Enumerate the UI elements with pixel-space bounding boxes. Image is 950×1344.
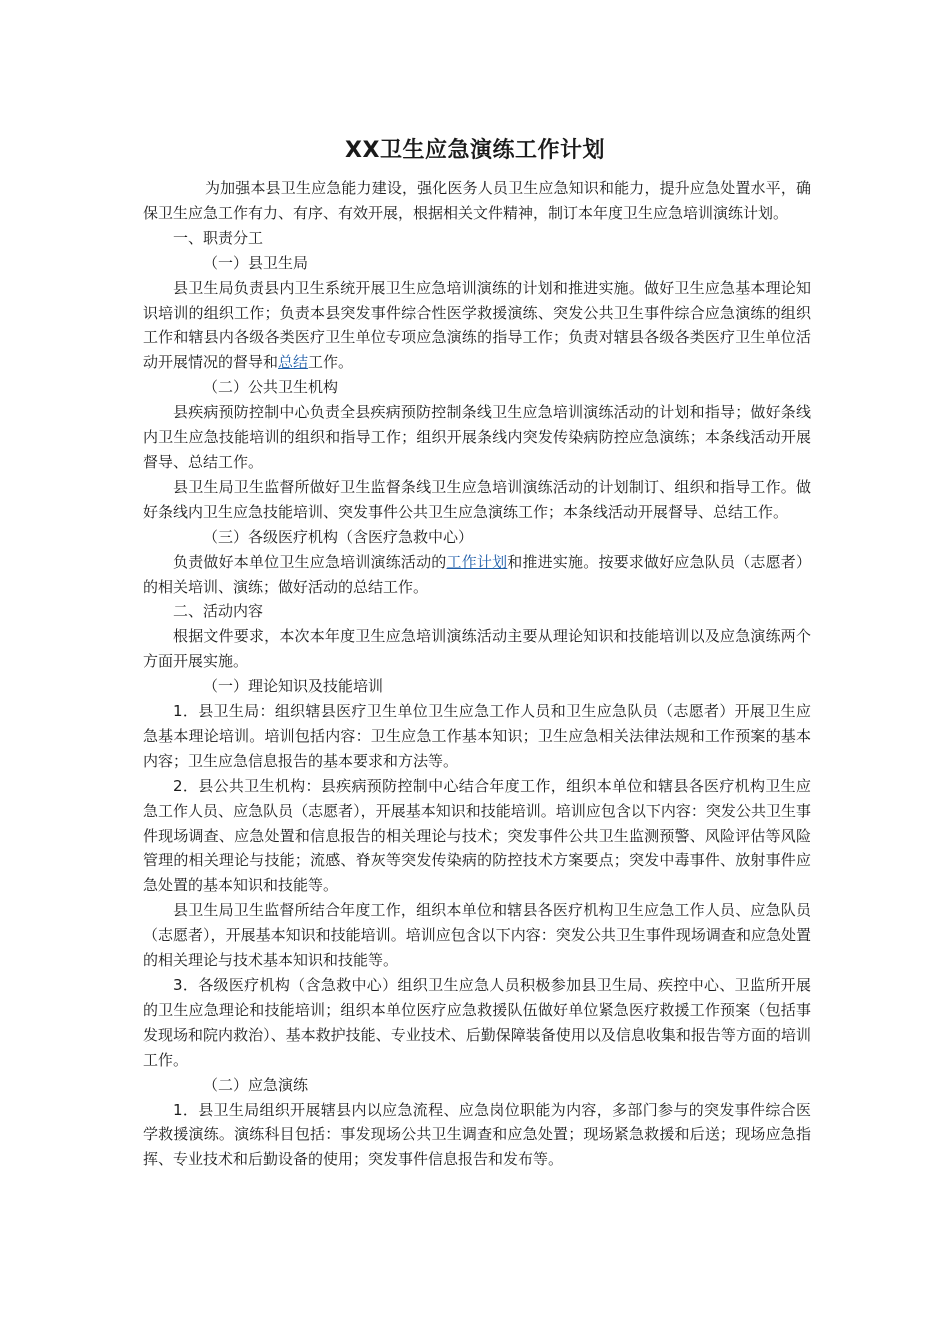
paragraph-training-1: 1．县卫生局：组织辖县医疗卫生单位卫生应急工作人员和卫生应急队员（志愿者）开展卫生应急基本理论培训。培训包括内容：卫生应急工作基本知识；卫生应急相关法律法规和工作预案的基本内容；卫生应急信息报告的基本要求和方法等。	[143, 702, 811, 770]
text-segment: 县卫生局负责县内卫生系统开展卫生应急培训演练的计划和推进实施。做好卫生应急基本理论知识培训的组织工作；负责本县突发事件综合性医学救援演练、突发公共卫生事件综合应急演练的组织工作和辖县内各级各类医疗卫生单位专项应急演练的指导工作；负责对辖县各级各类医疗卫生单位活动开展情况的督导和	[143, 278, 811, 372]
paragraph-training-2: 2．县公共卫生机构：县疾病预防控制中心结合年度工作，组织本单位和辖县各医疗机构卫生应急工作人员、应急队员（志愿者），开展基本知识和技能培训。培训应包含以下内容：突发公共卫生事件现场调查、应急处置和信息报告的相关理论与技术；突发事件公共卫生监测预警、风险评估等风险管理的相关理论与技能；流感、脊灰等突发传染病的防控技术方案要点；突发中毒事件、放射事件应急处置的基本知识和技能等。	[143, 776, 811, 895]
subheading-public-health-institutions: （二）公共卫生机构	[203, 378, 339, 397]
section-heading-responsibilities: 一、职责分工	[173, 228, 264, 247]
section-heading-activities: 二、活动内容	[173, 602, 264, 621]
paragraph-medical-institutions	[143, 550, 811, 600]
text-segment: 工作。	[308, 353, 354, 372]
paragraph-county-health-bureau	[143, 276, 811, 376]
paragraph-training-supervision: 县卫生局卫生监督所结合年度工作，组织本单位和辖县各医疗机构卫生应急工作人员、应急队员（志愿者），开展基本知识和技能培训。培训应包含以下内容：突发公共卫生事件现场调查和应急处置的相关理论与技术基本知识和技能等。	[143, 901, 811, 970]
work-plan-link[interactable]: 工作计划	[446, 552, 508, 571]
intro-paragraph: 为加强本县卫生应急能力建设，强化医务人员卫生应急知识和能力，提升应急处置水平，确保卫生应急工作有力、有序、有效开展，根据相关文件精神，制订本年度卫生应急培训演练计划。	[143, 179, 811, 222]
subheading-drills: （二）应急演练	[203, 1075, 309, 1094]
text-segment: 负责做好本单位卫生应急培训演练活动的	[173, 552, 447, 571]
subheading-training: （一）理论知识及技能培训	[203, 677, 384, 696]
summary-link[interactable]: 总结	[278, 353, 309, 372]
paragraph-activities-overview: 根据文件要求，本次本年度卫生应急培训演练活动主要从理论知识和技能培训以及应急演练两个方面开展实施。	[143, 627, 811, 671]
document-title: XX卫生应急演练工作计划	[345, 138, 605, 163]
paragraph-training-3: 3．各级医疗机构（含急救中心）组织卫生应急人员积极参加县卫生局、疾控中心、卫监所开展的卫生应急理论和技能培训；组织本单位医疗应急救援队伍做好单位紧急医疗救援工作预案（包括事发现场和院内救治）、基本救护技能、专业技术、后勤保障装备使用以及信息收集和报告等方面的培训工作。	[143, 976, 811, 1069]
subheading-medical-institutions: （三）各级医疗机构（含医疗急救中心）	[203, 527, 474, 546]
paragraph-cdc: 县疾病预防控制中心负责全县疾病预防控制条线卫生应急培训演练活动的计划和指导；做好条线内卫生应急技能培训的组织和指导工作；组织开展条线内突发传染病防控应急演练；本条线活动开展督导、总结工作。	[143, 403, 811, 471]
text-segment: 和推进实施。按要求做好应急队员（志愿者）的相关培训、演练；做好活动的总结工作。	[143, 552, 811, 596]
document-body	[143, 176, 811, 1172]
paragraph-drills-1: 1．县卫生局组织开展辖县内以应急流程、应急岗位职能为内容，多部门参与的突发事件综合医学救援演练。演练科目包括：事发现场公共卫生调查和应急处置；现场紧急救援和后送；现场应急指挥、专业技术和后勤设备的使用；突发事件信息报告和发布等。	[143, 1100, 811, 1169]
paragraph-health-supervision: 县卫生局卫生监督所做好卫生监督条线卫生应急培训演练活动的计划制订、组织和指导工作。做好条线内卫生应急技能培训、突发事件公共卫生应急演练工作；本条线活动开展督导、总结工作。	[143, 477, 811, 521]
subheading-county-health-bureau: （一）县卫生局	[203, 253, 309, 272]
